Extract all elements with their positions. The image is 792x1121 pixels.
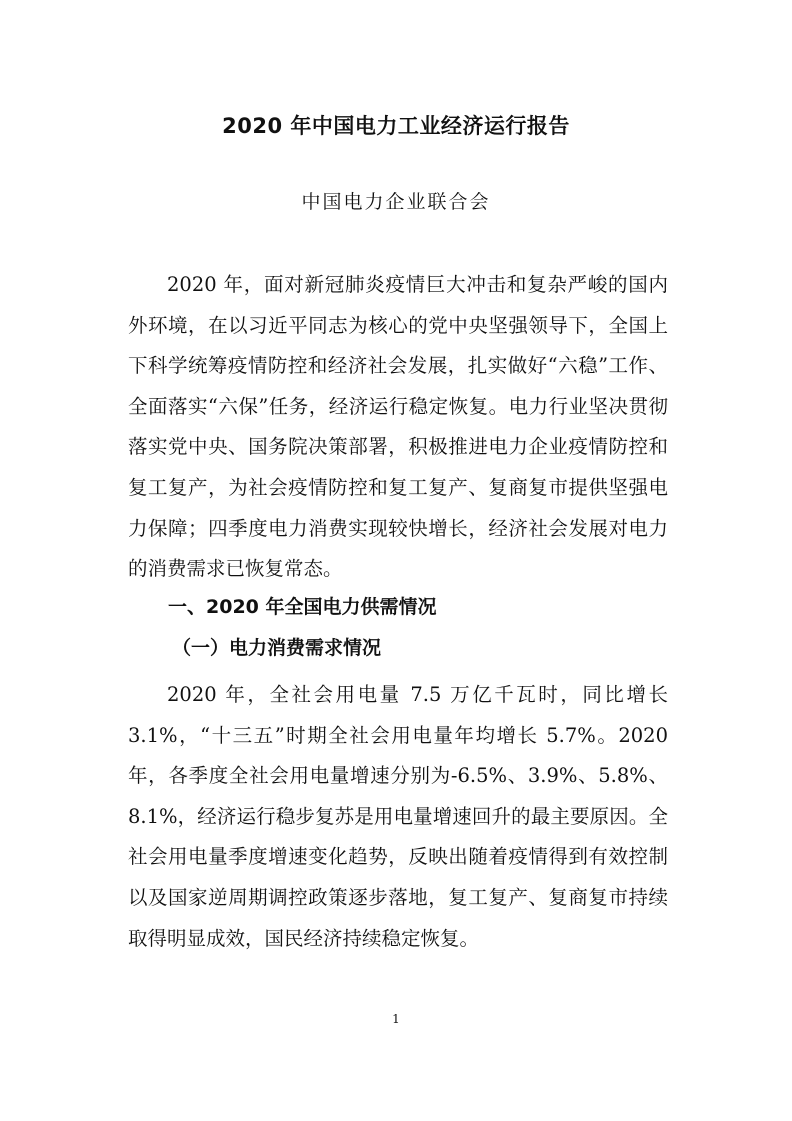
consumption-paragraph: 2020 年，全社会用电量 7.5 万亿千瓦时，同比增长 3.1%，“十三五”时期全社会用电量年均增长 5.7%。2020 年，各季度全社会用电量增速分别为-6.5%、3.9%、5.8%、8.1%，经济运行稳步复苏是用电量增速回升的最主要原因。全社会用电量季度增速变化趋势，反映出随着疫情得到有效控制以及国家逆周期调控政策逐步落地，复工复产、复商复市持续取得明显成效，国民经济持续稳定恢复。 bbox=[128, 683, 668, 950]
page-number: 1 bbox=[392, 1012, 400, 1026]
subsection-heading: （一）电力消费需求情况 bbox=[172, 637, 382, 659]
intro-paragraph: 2020 年，面对新冠肺炎疫情巨大冲击和复杂严峻的国内外环境，在以习近平同志为核心的党中央坚强领导下，全国上下科学统筹疫情防控和经济社会发展，扎实做好“六稳”工作、全面落实“六保”任务，经济运行稳定恢复。电力行业坚决贯彻落实党中央、国务院决策部署，积极推进电力企业疫情防控和复工复产，为社会疫情防控和复工复产、复商复市提供坚强电力保障；四季度电力消费实现较快增长，经济社会发展对电力的消费需求已恢复常态。 bbox=[128, 273, 668, 581]
section-heading: 一、2020 年全国电力供需情况 bbox=[168, 596, 437, 618]
organization-name: 中国电力企业联合会 bbox=[301, 191, 491, 213]
report-title: 2020 年中国电力工业经济运行报告 bbox=[222, 114, 570, 138]
